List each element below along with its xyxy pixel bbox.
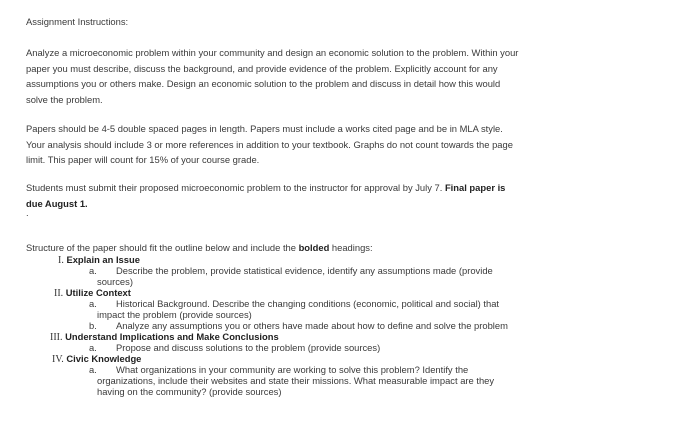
- outline-item-letter: a.: [89, 342, 97, 353]
- due-date-text: due August 1.: [26, 197, 88, 209]
- outline-title: Explain an Issue: [66, 254, 140, 265]
- structure-intro-bold: bolded: [298, 242, 330, 253]
- outline-numeral: I.: [58, 255, 64, 266]
- paragraph-line: solve the problem.: [26, 93, 103, 105]
- stray-mark: .: [26, 207, 29, 218]
- outline-item-letter: a.: [89, 265, 97, 276]
- paragraph-line: assumptions you or others make. Design an economic solution to the problem and discuss in detail how this would: [26, 78, 501, 90]
- paragraph-analyze: [26, 45, 518, 107]
- outline-item-letter: a.: [89, 298, 97, 309]
- paragraph-line: paper you must describe, discuss the background, and provide evidence of the problem. Explicitly account for any: [26, 62, 498, 74]
- paragraph-line: limit. This paper will count for 15% of your course grade.: [26, 154, 260, 166]
- structure-intro-before: Structure of the paper should fit the outline below and include the: [26, 242, 299, 253]
- outline-title: Utilize Context: [65, 287, 131, 298]
- outline-item-text-cont: having on the community? (provide sources): [97, 386, 282, 397]
- outline-numeral: II.: [54, 288, 64, 299]
- paragraph-line: Papers should be 4-5 double spaced pages in length. Papers must include a works cited page and be in MLA style.: [26, 123, 503, 134]
- outline-title: Civic Knowledge: [66, 353, 142, 364]
- paragraph-requirements: [26, 121, 513, 168]
- outline-item-letter: b.: [89, 320, 97, 331]
- outline-item-text: What organizations in your community are working to solve this problem? Identify the: [116, 364, 469, 375]
- outline-title: Understand Implications and Make Conclusions: [65, 331, 279, 342]
- outline-item-letter: a.: [89, 364, 97, 375]
- paragraph-line: Your analysis should include 3 or more references in addition to your textbook. Graphs do not count towards the page: [26, 138, 513, 150]
- final-paper-text: Final paper is: [444, 182, 506, 193]
- outline-item-text: Propose and discuss solutions to the problem (provide sources): [116, 342, 381, 353]
- paragraph-deadlines: [26, 180, 505, 211]
- page-heading: Assignment Instructions:: [26, 16, 129, 27]
- outline-item-text-cont: impact the problem (provide sources): [97, 309, 252, 320]
- outline-item-text: Describe the problem, provide statistical evidence, identify any assumptions made (provide: [116, 265, 493, 276]
- outline-item-text-cont: sources): [97, 276, 133, 287]
- structure-intro: [26, 242, 373, 253]
- outline-item-text-cont: organizations, include their websites and state their missions. What measurable impact are they: [97, 375, 495, 386]
- outline-item-text: Historical Background. Describe the changing conditions (economic, political and social) that: [116, 298, 500, 309]
- paragraph-line: [26, 180, 505, 196]
- structure-intro-after: headings:: [329, 242, 373, 253]
- outline-numeral: III.: [50, 332, 63, 343]
- deadline-text: Students must submit their proposed microeconomic problem to the instructor for approval by July 7.: [26, 182, 445, 193]
- outline-numeral: IV.: [52, 354, 64, 365]
- paragraph-line: Analyze a microeconomic problem within your community and design an economic solution to the problem. Within your: [26, 47, 519, 58]
- outline-item-text: Analyze any assumptions you or others have made about how to define and solve the problem: [116, 320, 508, 331]
